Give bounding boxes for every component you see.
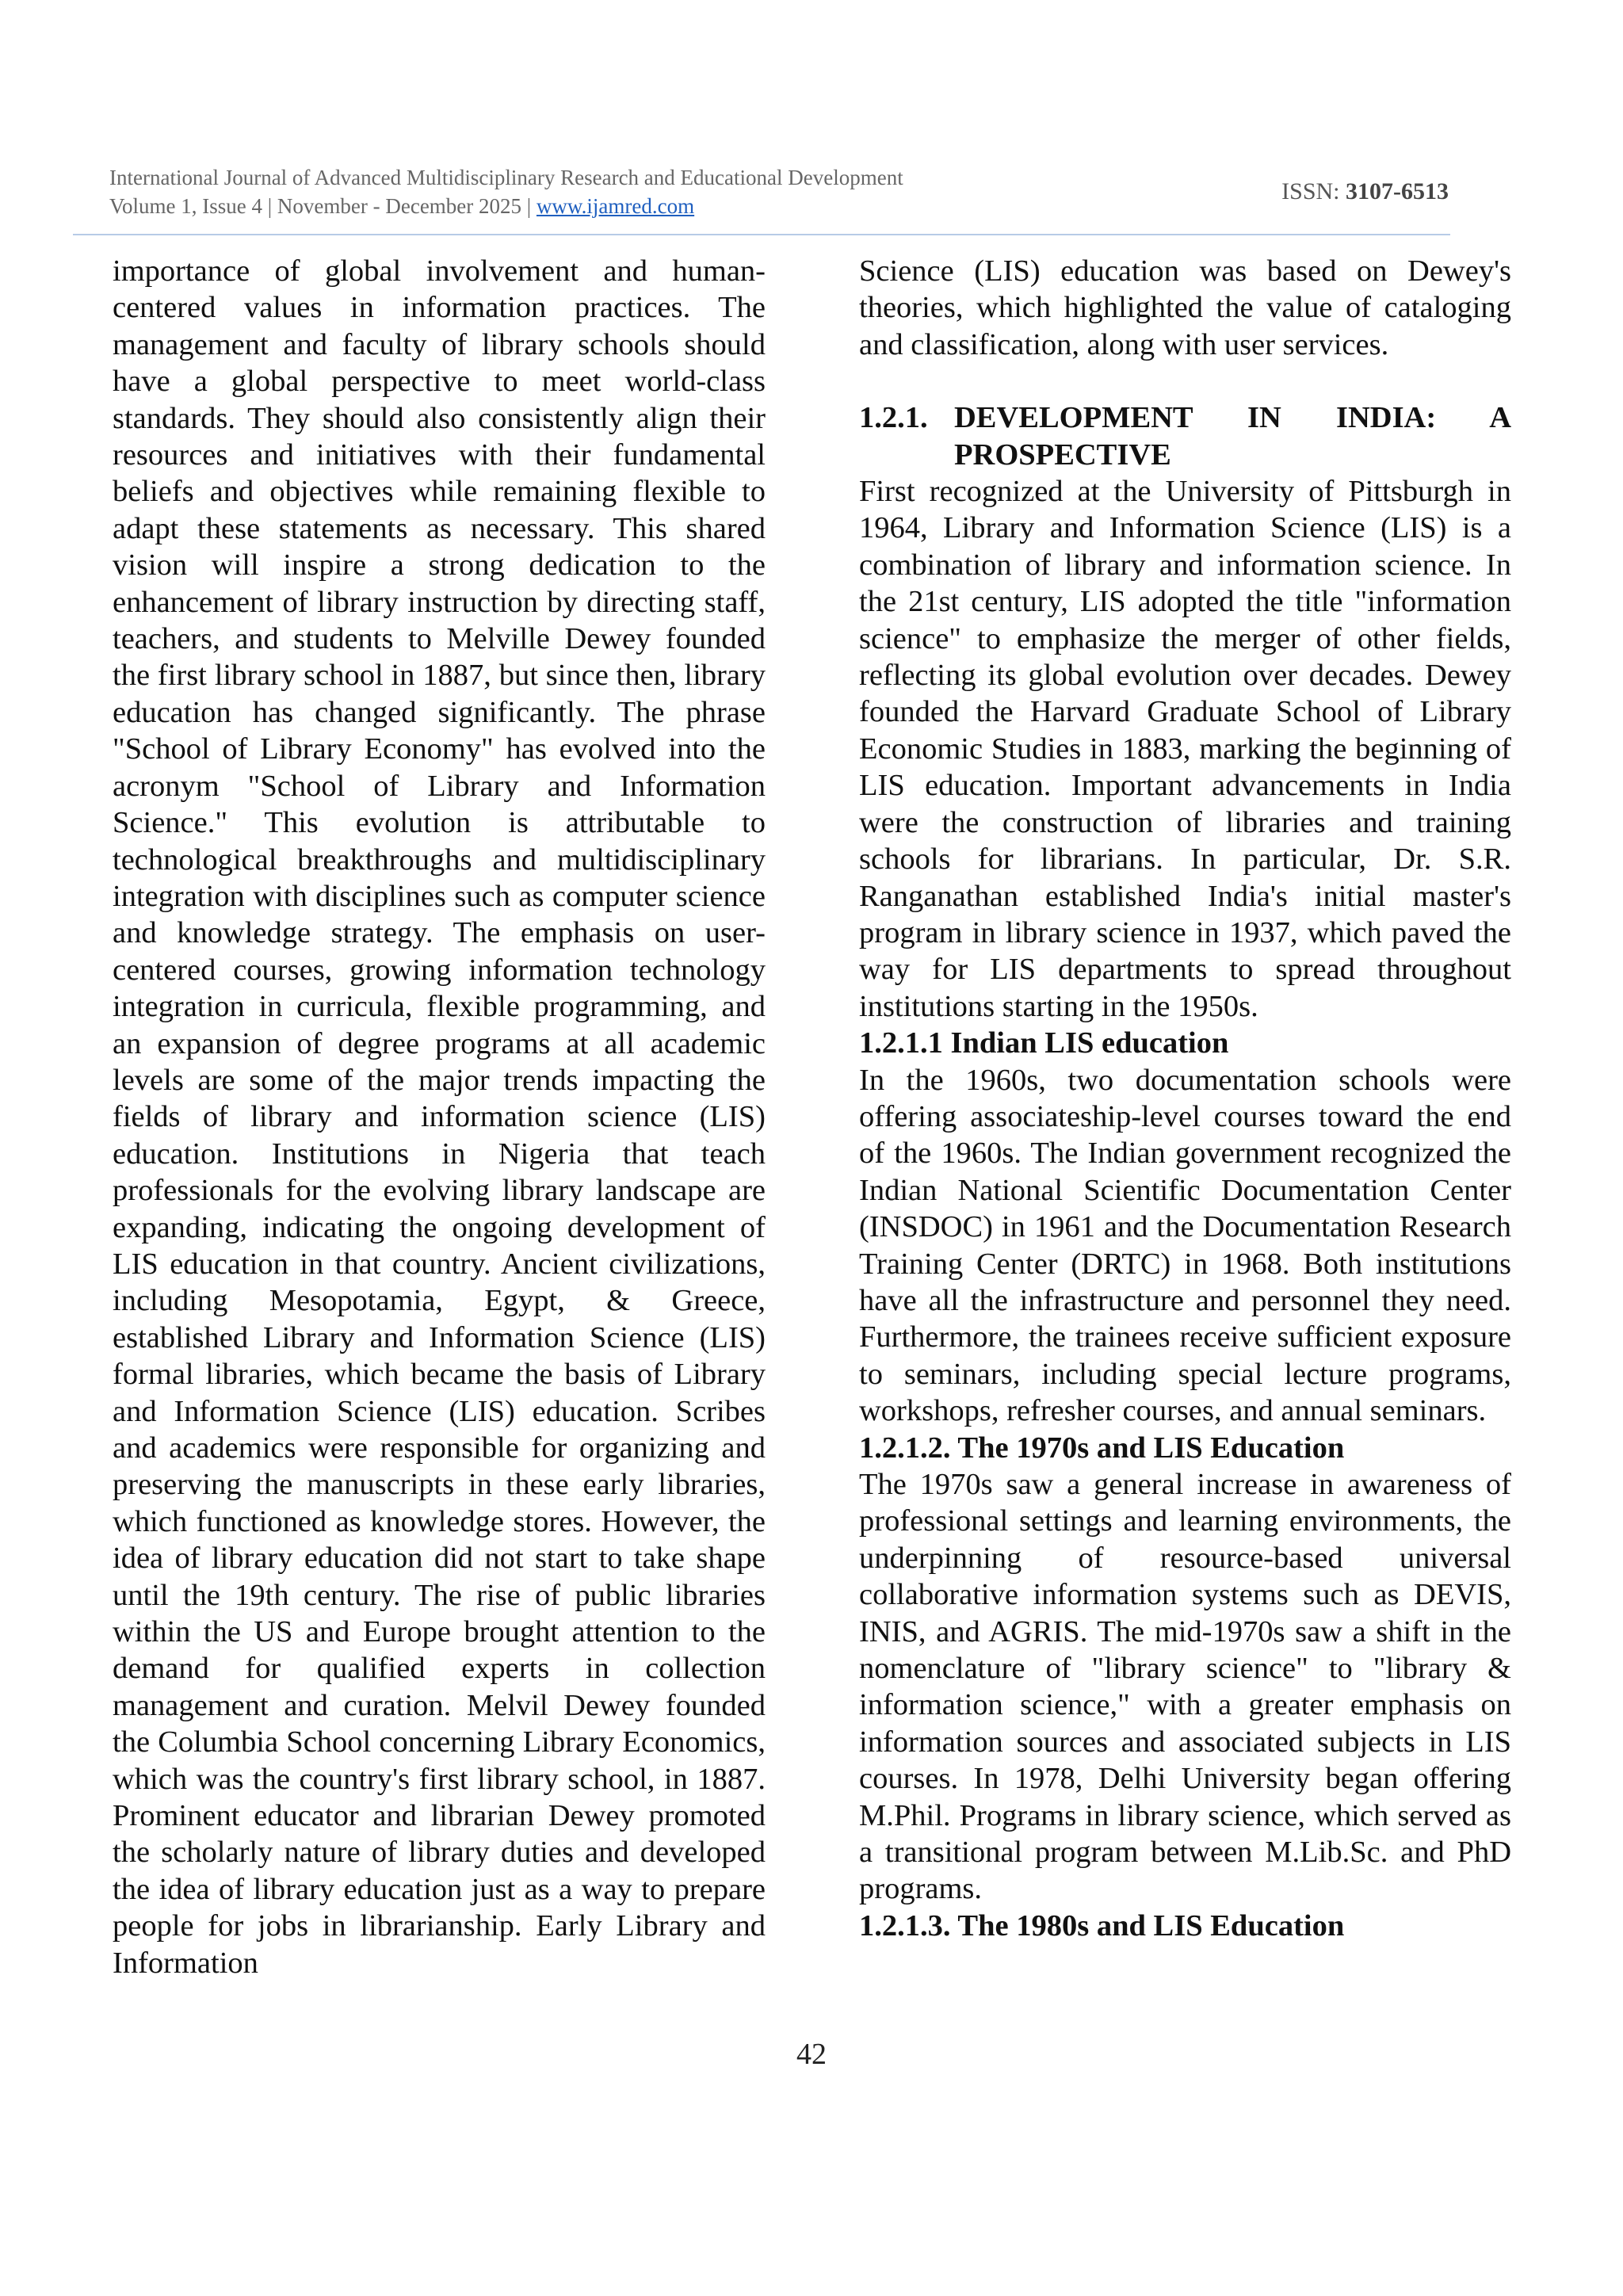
- issn-value: 3107-6513: [1346, 178, 1449, 204]
- right-column: [859, 253, 1511, 1944]
- section-1-2-1-1-paragraph: In the 1960s, two documentation schools were offering associateship-level courses toward the end of the 1960s. The Indian government recognized the Indian National Scientific Documentation Center (INSDOC) in 1961 and the Documentation Research Training Center (DRTC) in 1968. Both institutions have all the infrastructure and personnel they need. Furthermore, the trainees receive sufficient exposure to seminars, including special lecture programs, workshops, refresher courses, and annual seminars.: [859, 1063, 1511, 1428]
- section-heading-1-2-1-1: 1.2.1.1 Indian LIS education: [859, 1026, 1229, 1060]
- section-1-2-1-paragraph: First recognized at the University of Pittsburgh in 1964, Library and Information Science (LIS) is a combination of library and information science. In the 21st century, LIS adopted the title "information science" to emphasize the merger of other fields, reflecting its global evolution over decades. Dewey founded the Harvard Graduate School of Library Economic Studies in 1883, marking the beginning of LIS education. Important advancements in India were the construction of libraries and training schools for librarians. In particular, Dr. S.R. Ranganathan established India's initial master's program in library science in 1937, which paved the way for LIS departments to spread throughout institutions starting in the 1950s.: [859, 475, 1511, 1023]
- issn-label: ISSN:: [1281, 178, 1340, 204]
- paragraph-gap: [859, 363, 1511, 399]
- journal-url-link[interactable]: www.ijamred.com: [536, 194, 695, 218]
- page-header: [109, 163, 1449, 220]
- intro-paragraph: Science (LIS) education was based on Dewey's theories, which highlighted the value of cataloging and classification, along with user services.: [859, 254, 1511, 361]
- header-divider: [73, 234, 1450, 235]
- left-column-paragraph: importance of global involvement and human-centered values in information practices. The management and faculty of library schools should have a global perspective to meet world-class standards. They should also consistently align their resources and initiatives with their fundamental beliefs and objectives while remaining flexible to adapt these statements as necessary. This shared vision will inspire a strong dedication to the enhancement of library instruction by directing staff, teachers, and students to Melville Dewey founded the first library school in 1887, but since then, library education has changed significantly. The phrase "School of Library Economy" has evolved into the acronym "School of Library and Information Science." This evolution is attributable to technological breakthroughs and multidisciplinary integration with disciplines such as computer science and knowledge strategy. The emphasis on user-centered courses, growing information technology integration in curricula, flexible programming, and an expansion of degree programs at all academic levels are some of the major trends impacting the fields of library and information science (LIS) education. Institutions in Nigeria that teach professionals for the evolving library landscape are expanding, indicating the ongoing development of LIS education in that country. Ancient civilizations, including Mesopotamia, Egypt, & Greece, established Library and Information Science (LIS) formal libraries, which became the basis of Library and Information Science (LIS) education. Scribes and academics were responsible for organizing and preserving the manuscripts in these early libraries, which functioned as knowledge stores. However, the idea of library education did not start to take shape until the 19th century. The rise of public libraries within the US and Europe brought attention to the demand for qualified experts in collection management and curation. Melvil Dewey founded the Columbia School concerning Library Economics, which was the country's first library school, in 1887. Prominent educator and librarian Dewey promoted the scholarly nature of library duties and developed the idea of library education just as a way to prepare people for jobs in librarianship. Early Library and Information: [113, 254, 766, 1980]
- section-title-line2: PROSPECTIVE: [954, 437, 1171, 472]
- section-title-line1: DEVELOPMENT IN INDIA: A: [954, 401, 1511, 435]
- section-number: 1.2.1.: [859, 401, 928, 435]
- page-number: 42: [796, 2038, 827, 2071]
- section-1-2-1-2-paragraph: The 1970s saw a general increase in awareness of professional settings and learning environments, the underpinning of resource-based universal collaborative information systems such as DEVIS, INIS, and AGRIS. The mid-1970s saw a shift in the nomenclature of "library science" to "library & information science," with a greater emphasis on information sources and associated subjects in LIS courses. In 1978, Delhi University began offering M.Phil. Programs in library science, which served as a transitional program between M.Lib.Sc. and PhD programs.: [859, 1468, 1511, 1906]
- volume-line: [109, 192, 1449, 220]
- section-heading-1-2-1: [859, 399, 1511, 436]
- section-heading-1-2-1-3: 1.2.1.3. The 1980s and LIS Education: [859, 1908, 1345, 1943]
- issn: [1281, 178, 1449, 206]
- section-heading-1-2-1-2: 1.2.1.2. The 1970s and LIS Education: [859, 1431, 1345, 1465]
- journal-title: International Journal of Advanced Multidisciplinary Research and Educational Development: [109, 166, 903, 189]
- volume-issue: Volume 1, Issue 4 | November - December 2025 |: [109, 194, 532, 218]
- left-column: [113, 253, 766, 1981]
